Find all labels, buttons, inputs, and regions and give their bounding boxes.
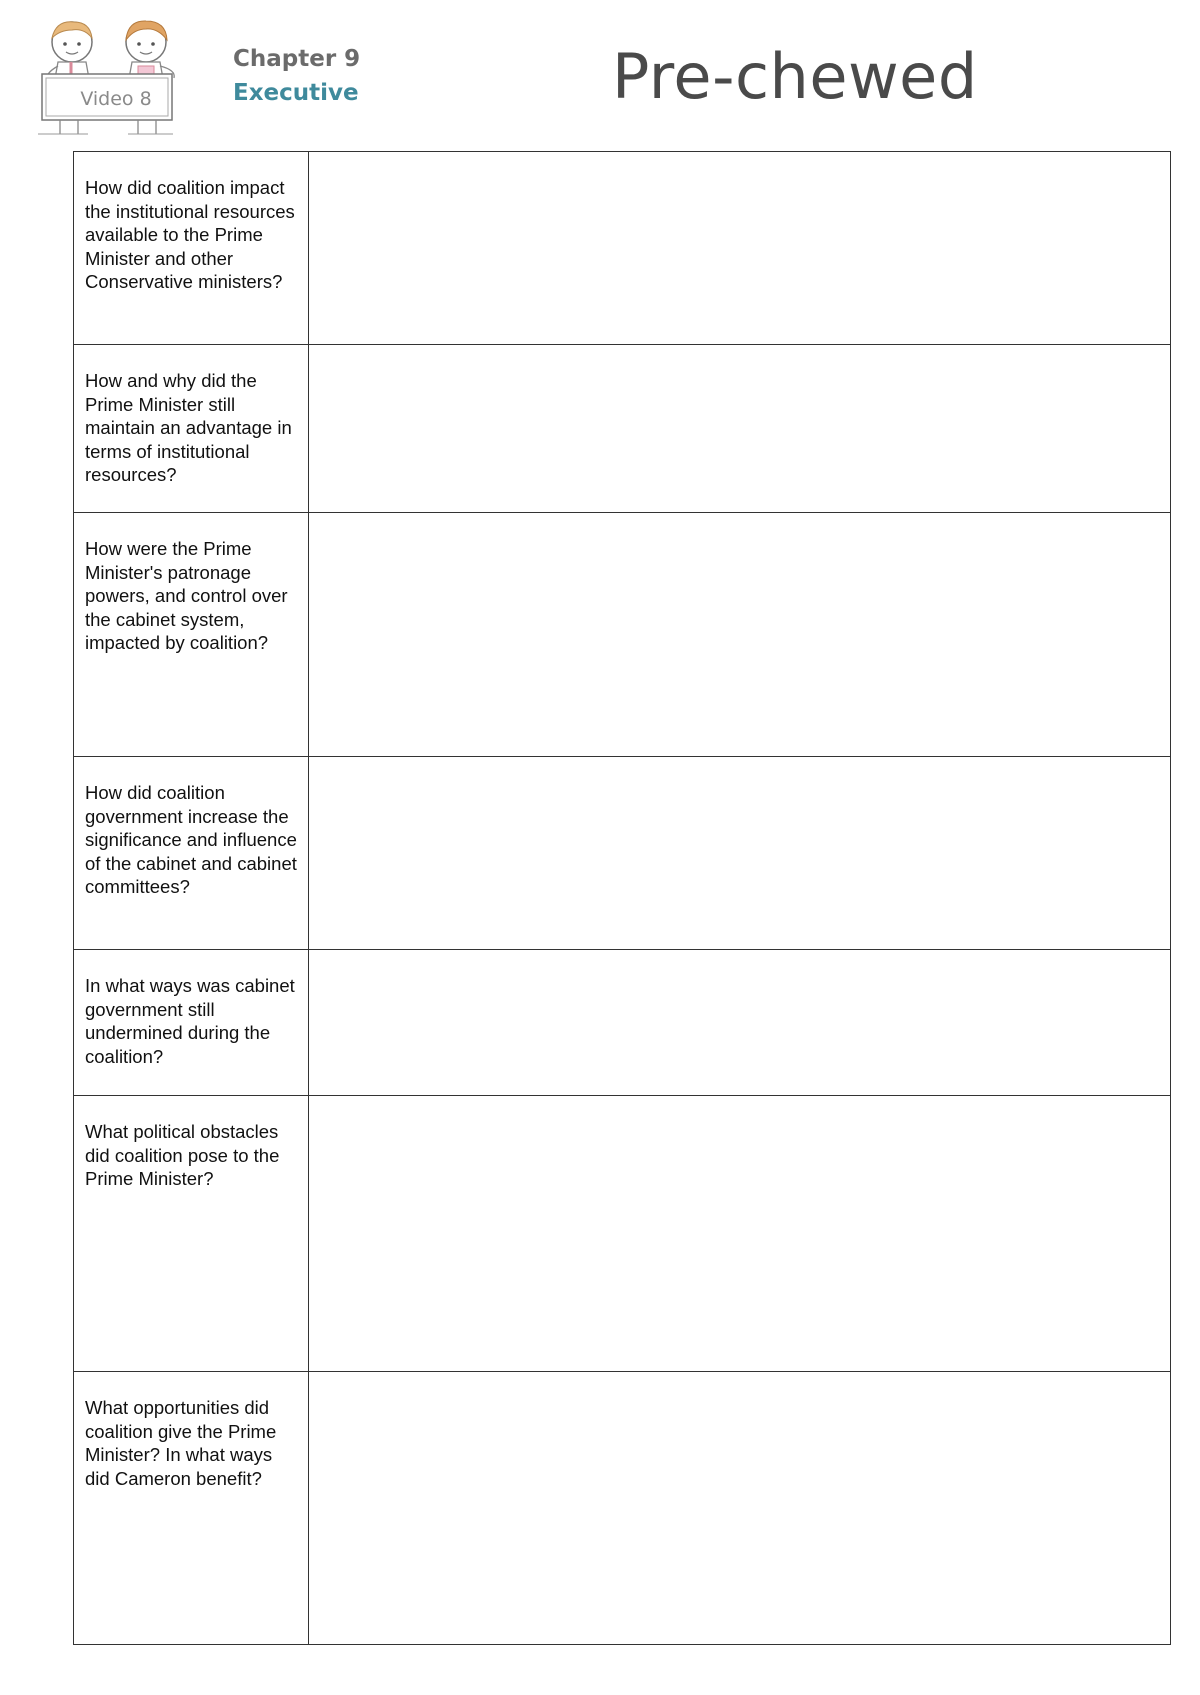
question-text: How were the Prime Minister's patronage powers, and control over the cabinet system, impacted by coalition? <box>85 538 288 653</box>
cartoon-kids-logo <box>38 14 198 140</box>
question-cell <box>74 1372 309 1645</box>
table-row <box>74 1372 1171 1645</box>
header <box>0 0 1200 150</box>
answer-cell[interactable] <box>309 1096 1171 1372</box>
answer-cell[interactable] <box>309 513 1171 757</box>
question-cell <box>74 950 309 1096</box>
chapter-heading: Chapter 9 <box>233 46 361 72</box>
table-row <box>74 1096 1171 1372</box>
subject-heading: Executive <box>233 80 359 106</box>
answer-cell[interactable] <box>309 950 1171 1096</box>
question-text: How did coalition impact the institutional resources available to the Prime Minister and other Conservative ministers? <box>85 177 295 292</box>
video-label: Video 8 <box>80 88 152 110</box>
table-row <box>74 757 1171 950</box>
question-cell <box>74 1096 309 1372</box>
question-text: How did coalition government increase the significance and influence of the cabinet and cabinet committees? <box>85 782 297 897</box>
question-text: What opportunities did coalition give the Prime Minister? In what ways did Cameron benefit? <box>85 1397 277 1489</box>
table-row <box>74 513 1171 757</box>
answer-cell[interactable] <box>309 345 1171 513</box>
question-table <box>73 151 1171 1645</box>
table-row <box>74 152 1171 345</box>
question-text: In what ways was cabinet government still undermined during the coalition? <box>85 975 295 1067</box>
question-cell <box>74 345 309 513</box>
answer-cell[interactable] <box>309 152 1171 345</box>
answer-cell[interactable] <box>309 1372 1171 1645</box>
question-cell <box>74 513 309 757</box>
page-title: Pre-chewed <box>612 40 978 113</box>
question-text: How and why did the Prime Minister still maintain an advantage in terms of institutional resources? <box>85 370 292 485</box>
question-cell <box>74 757 309 950</box>
table-row <box>74 345 1171 513</box>
question-cell <box>74 152 309 345</box>
table-row <box>74 950 1171 1096</box>
question-text: What political obstacles did coalition pose to the Prime Minister? <box>85 1121 280 1189</box>
answer-cell[interactable] <box>309 757 1171 950</box>
